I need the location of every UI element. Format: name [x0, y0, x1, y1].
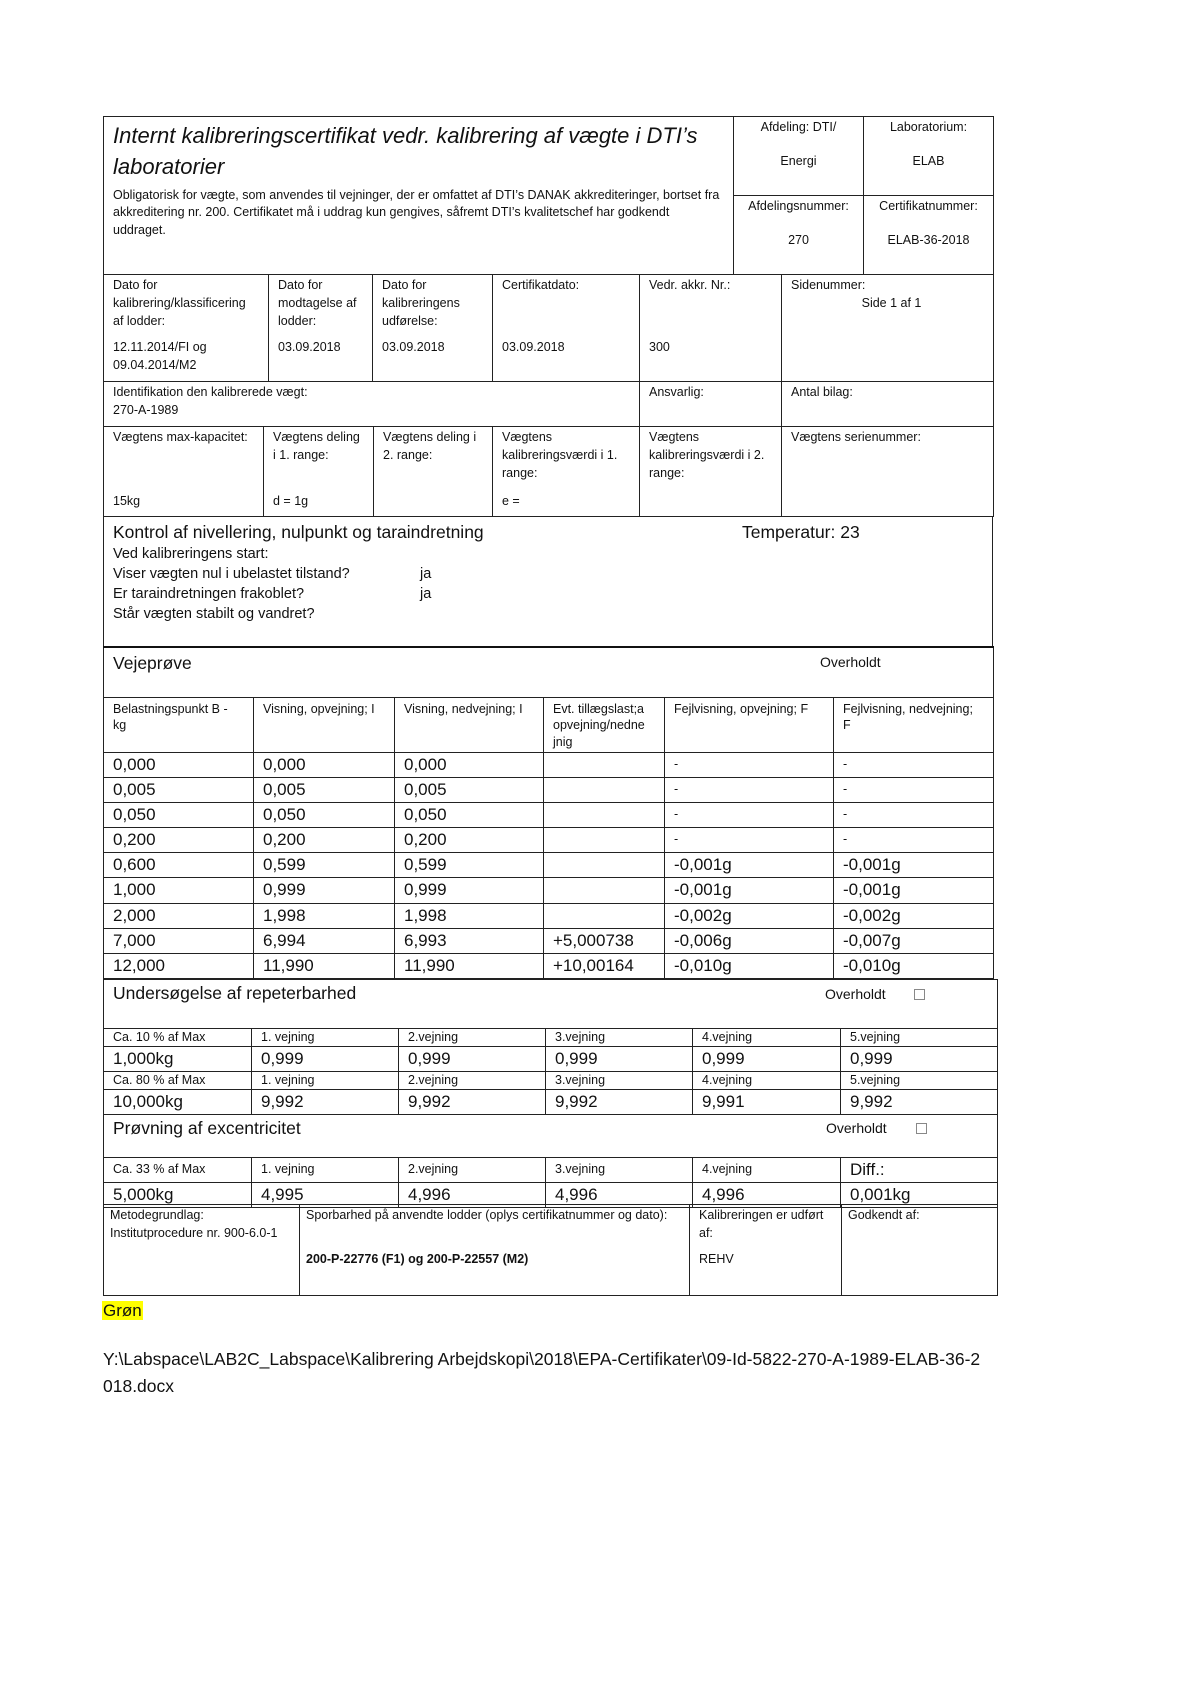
repeter-value: 9,992 — [841, 1090, 998, 1115]
certifikatnummer-value: ELAB-36-2018 — [887, 232, 970, 247]
akkr-label: Vedr. akkr. Nr.: — [649, 278, 731, 292]
kal2-label: Vægtens kalibreringsværdi i 2. range: — [649, 430, 765, 480]
excentricitet-col-header: Ca. 33 % af Max — [104, 1158, 252, 1183]
kal1-label: Vægtens kalibreringsværdi i 1. range: — [502, 430, 618, 480]
table-cell: -0,010g — [665, 953, 834, 978]
excentricitet-checkbox-icon[interactable] — [916, 1123, 927, 1134]
metode-value: Institutprocedure nr. 900-6.0-1 — [110, 1225, 278, 1240]
max-cell — [104, 427, 264, 517]
excentricitet-value: 0,001kg — [841, 1183, 998, 1208]
table-cell: - — [834, 753, 994, 778]
side-label: Sidenummer: — [791, 278, 866, 292]
excentricitet-col-header: 2.vejning — [399, 1158, 546, 1183]
table-row — [104, 803, 994, 828]
lodder-date-cell — [104, 275, 269, 382]
certificate-title: Internt kalibreringscertifikat vedr. kalibrering af vægte i DTI’s laboratorier — [113, 123, 698, 179]
udfoerelse-date-label: Dato for kalibreringens udførelse: — [382, 278, 460, 328]
excentricitet-value: 4,995 — [252, 1183, 399, 1208]
afdelingsnummer-cell — [734, 196, 864, 275]
table-row — [104, 928, 994, 953]
table-cell: 2,000 — [104, 903, 254, 928]
modtagelse-date-value: 03.09.2018 — [278, 340, 341, 354]
kal1-cell — [493, 427, 640, 517]
table-cell: 12,000 — [104, 953, 254, 978]
udfoerelse-date-value: 03.09.2018 — [382, 340, 445, 354]
repeter-title: Undersøgelse af repeterbarhed — [113, 983, 357, 1003]
deling1-value: d = 1g — [273, 494, 309, 508]
header-table — [103, 116, 994, 275]
metode-label: Metodegrundlag: — [110, 1208, 204, 1222]
excentricitet-value: 5,000kg — [104, 1183, 252, 1208]
table-cell: - — [834, 778, 994, 803]
table-cell — [544, 828, 665, 853]
table-cell: 0,600 — [104, 853, 254, 878]
certifikatdato-value: 03.09.2018 — [502, 340, 565, 354]
table-cell: 6,993 — [395, 928, 544, 953]
afdeling-cell — [734, 117, 864, 196]
table-cell: 0,200 — [104, 828, 254, 853]
kal1-value: e = — [502, 494, 520, 508]
lodder-date-label: Dato for kalibrering/klassificering af lodder: — [113, 278, 246, 328]
repeter-col-header: 4.vejning — [693, 1029, 841, 1047]
repeter-value: 0,999 — [693, 1047, 841, 1072]
akkr-cell — [640, 275, 782, 382]
repeter-value: 0,999 — [546, 1047, 693, 1072]
table-cell: -0,006g — [665, 928, 834, 953]
table-cell — [544, 903, 665, 928]
table-cell: - — [665, 753, 834, 778]
afdeling-label: Afdeling: DTI/ — [760, 120, 837, 134]
table-cell: 0,005 — [254, 778, 395, 803]
spor-label: Sporbarhed på anvendte lodder (oplys certifikatnummer og dato): — [306, 1208, 668, 1222]
table-cell: - — [665, 803, 834, 828]
akkr-value: 300 — [649, 340, 670, 354]
kontrol-title: Kontrol af nivellering, nulpunkt og taraindretning — [113, 522, 484, 542]
table-cell: 7,000 — [104, 928, 254, 953]
repeter-r2-value-row — [104, 1090, 998, 1115]
udfoert-value: REHV — [699, 1252, 734, 1266]
excentricitet-col-header: 4.vejning — [693, 1158, 841, 1183]
repeter-col-header: 2.vejning — [399, 1072, 546, 1090]
deling2-cell — [374, 427, 493, 517]
table-cell: -0,001g — [665, 878, 834, 903]
ansvarlig-cell — [640, 382, 782, 427]
kal2-cell — [640, 427, 782, 517]
afdeling-value: Energi — [780, 153, 817, 168]
repeter-value: 0,999 — [252, 1047, 399, 1072]
max-label: Vægtens max-kapacitet: — [113, 430, 248, 444]
vejeproeve-col-header: Visning, nedvejning; I — [395, 697, 544, 753]
file-path: Y:\Labspace\LAB2C_Labspace\Kalibrering Arbejdskopi\2018\EPA-Certifikater\09-Id-5822-270-A-1989-ELAB-36-2018.docx — [103, 1349, 981, 1397]
excentricitet-header-row — [104, 1158, 998, 1183]
spor-value: 200-P-22776 (F1) og 200-P-22557 (M2) — [306, 1252, 529, 1266]
serie-label: Vægtens serienummer: — [791, 430, 921, 444]
repeter-value: 0,999 — [841, 1047, 998, 1072]
table-cell: -0,002g — [665, 903, 834, 928]
kontrol-q1: Viser vægten nul i ubelastet tilstand? — [113, 566, 350, 583]
table-cell — [544, 778, 665, 803]
ident-cell — [104, 382, 640, 427]
bilag-cell — [782, 382, 994, 427]
table-cell: - — [665, 778, 834, 803]
table-cell: -0,010g — [834, 953, 994, 978]
repeter-table — [103, 979, 998, 1115]
side-value: Side 1 af 1 — [861, 295, 922, 310]
table-cell: 1,000 — [104, 878, 254, 903]
table-cell: 0,000 — [104, 753, 254, 778]
kontrol-q1-row — [113, 564, 983, 584]
table-cell: 1,998 — [254, 903, 395, 928]
certifikatdato-label: Certifikatdato: — [502, 278, 580, 292]
kontrol-q3: Står vægten stabilt og vandret? — [113, 606, 315, 623]
excentricitet-value: 4,996 — [546, 1183, 693, 1208]
footer-table — [103, 1204, 998, 1296]
deling1-cell — [264, 427, 374, 517]
table-cell: - — [665, 828, 834, 853]
kontrol-q2: Er taraindretningen frakoblet? — [113, 586, 305, 603]
laboratorium-value: ELAB — [912, 153, 945, 168]
table-cell: 0,200 — [395, 828, 544, 853]
excentricitet-status: Overholdt — [826, 1120, 887, 1136]
repeter-value: 9,992 — [252, 1090, 399, 1115]
udfoert-cell — [690, 1205, 842, 1296]
repeter-value: 1,000kg — [104, 1047, 252, 1072]
table-cell: - — [834, 803, 994, 828]
kontrol-a2: ja — [420, 586, 432, 603]
table-cell — [544, 878, 665, 903]
excentricitet-title-cell — [104, 1115, 998, 1158]
repeter-value: 0,999 — [399, 1047, 546, 1072]
repeter-col-header: Ca. 10 % af Max — [104, 1029, 252, 1047]
excentricitet-title: Prøvning af excentricitet — [113, 1118, 301, 1138]
vejeproeve-body — [104, 753, 994, 979]
vejeproeve-col-header: Evt. tillægslast;a opvejning/nedne jnig — [544, 697, 665, 753]
table-cell: 0,000 — [395, 753, 544, 778]
repeter-col-header: 5.vejning — [841, 1029, 998, 1047]
excentricitet-col-header: 3.vejning — [546, 1158, 693, 1183]
vejeproeve-col-header: Fejlvisning, opvejning; F — [665, 697, 834, 753]
table-cell — [544, 753, 665, 778]
repeter-status: Overholdt — [825, 986, 886, 1002]
deling2-label: Vægtens deling i 2. range: — [383, 430, 477, 462]
table-cell: -0,001g — [834, 878, 994, 903]
repeter-title-cell — [104, 980, 998, 1029]
table-row — [104, 828, 994, 853]
spor-cell — [300, 1205, 690, 1296]
table-row — [104, 953, 994, 978]
vejeproeve-col-header: Belastningspunkt B - kg — [104, 697, 254, 753]
repeter-col-header: 3.vejning — [546, 1029, 693, 1047]
scale-table — [103, 426, 994, 517]
table-row — [104, 878, 994, 903]
vejeproeve-col-header: Visning, opvejning; I — [254, 697, 395, 753]
table-cell: - — [834, 828, 994, 853]
vejeproeve-table — [103, 646, 994, 979]
table-cell: 11,990 — [254, 953, 395, 978]
temperatur: Temperatur: 23 — [742, 522, 860, 542]
excentricitet-col-header: 1. vejning — [252, 1158, 399, 1183]
repeter-col-header: 2.vejning — [399, 1029, 546, 1047]
repeter-col-header: Ca. 80 % af Max — [104, 1072, 252, 1090]
repeter-r2-header-row — [104, 1072, 998, 1090]
gron-highlight: Grøn — [103, 1301, 142, 1320]
table-cell: 0,999 — [254, 878, 395, 903]
vejeproeve-title-cell — [104, 647, 994, 697]
table-cell: +5,000738 — [544, 928, 665, 953]
certifikatnummer-cell — [864, 196, 994, 275]
kontrol-start: Ved kalibreringens start: — [113, 546, 269, 563]
udfoerelse-date-cell — [373, 275, 493, 382]
repeter-col-header: 1. vejning — [252, 1029, 399, 1047]
repeter-value: 9,992 — [399, 1090, 546, 1115]
table-cell — [544, 853, 665, 878]
gron-label-wrap — [102, 1301, 143, 1321]
excentricitet-col-header: Diff.: — [841, 1158, 998, 1183]
table-cell: 0,599 — [395, 853, 544, 878]
kontrol-cell — [104, 517, 993, 648]
certifikatdato-cell — [493, 275, 640, 382]
modtagelse-date-label: Dato for modtagelse af lodder: — [278, 278, 357, 328]
kontrol-a1: ja — [420, 566, 432, 583]
table-cell: -0,002g — [834, 903, 994, 928]
vejeproeve-col-header: Fejlvisning, nedvejning; F — [834, 697, 994, 753]
repeter-value: 9,991 — [693, 1090, 841, 1115]
repeter-r1-header-row — [104, 1029, 998, 1047]
udfoert-label: Kalibreringen er udført af: — [699, 1208, 824, 1240]
excentricitet-value: 4,996 — [399, 1183, 546, 1208]
godkendt-label: Godkendt af: — [848, 1208, 920, 1222]
deling1-label: Vægtens deling i 1. range: — [273, 430, 360, 462]
repeter-col-header: 5.vejning — [841, 1072, 998, 1090]
metode-cell — [104, 1205, 300, 1296]
table-cell: 0,005 — [104, 778, 254, 803]
table-cell: 0,050 — [395, 803, 544, 828]
certificate-note: Obligatorisk for vægte, som anvendes til vejninger, der er omfattet af DTI’s DANAK akkrediteringer, bortset fra akkreditering nr. 200. Certifikatet må i uddrag kun gengives, såfremt DTI’s kvalitetschef har godkendt uddraget. — [113, 187, 720, 238]
table-row — [104, 753, 994, 778]
table-cell: 0,050 — [104, 803, 254, 828]
table-cell: +10,00164 — [544, 953, 665, 978]
table-cell: 6,994 — [254, 928, 395, 953]
kontrol-q2-row — [113, 584, 983, 604]
godkendt-cell — [842, 1205, 998, 1296]
table-row — [104, 778, 994, 803]
repeter-value: 10,000kg — [104, 1090, 252, 1115]
certifikatnummer-label: Certifikatnummer: — [879, 199, 978, 213]
vejeproeve-status: Overholdt — [820, 654, 881, 670]
table-cell: 1,998 — [395, 903, 544, 928]
excentricitet-value: 4,996 — [693, 1183, 841, 1208]
repeter-checkbox-icon[interactable] — [914, 989, 925, 1000]
repeter-value: 9,992 — [546, 1090, 693, 1115]
table-cell: 0,050 — [254, 803, 395, 828]
repeter-col-header: 1. vejning — [252, 1072, 399, 1090]
kontrol-table — [103, 516, 993, 648]
laboratorium-cell — [864, 117, 994, 196]
serie-cell — [782, 427, 994, 517]
ident-value: 270-A-1989 — [113, 402, 179, 417]
vejeproeve-title: Vejeprøve — [113, 653, 192, 673]
table-cell: 0,000 — [254, 753, 395, 778]
table-cell: 0,200 — [254, 828, 395, 853]
table-cell: 11,990 — [395, 953, 544, 978]
modtagelse-date-cell — [269, 275, 373, 382]
table-cell: -0,001g — [665, 853, 834, 878]
table-cell: -0,001g — [834, 853, 994, 878]
laboratorium-label: Laboratorium: — [889, 120, 968, 134]
ident-label: Identifikation den kalibrerede vægt: — [113, 385, 308, 399]
table-cell: 0,599 — [254, 853, 395, 878]
afdelingsnummer-label: Afdelingsnummer: — [748, 199, 849, 213]
table-cell: -0,007g — [834, 928, 994, 953]
table-row — [104, 903, 994, 928]
repeter-r1-value-row — [104, 1047, 998, 1072]
side-cell — [782, 275, 994, 382]
table-row — [104, 853, 994, 878]
table-cell — [544, 803, 665, 828]
ansvarlig-label: Ansvarlig: — [649, 385, 704, 399]
lodder-date-value: 12.11.2014/FI og 09.04.2014/M2 — [113, 340, 207, 372]
afdelingsnummer-value: 270 — [788, 232, 809, 247]
bilag-label: Antal bilag: — [791, 385, 853, 399]
excentricitet-table — [103, 1114, 998, 1208]
dates-table — [103, 274, 994, 427]
header-cell — [104, 117, 734, 275]
table-cell: 0,999 — [395, 878, 544, 903]
repeter-col-header: 4.vejning — [693, 1072, 841, 1090]
vejeproeve-header-row — [104, 697, 994, 753]
table-cell: 0,005 — [395, 778, 544, 803]
repeter-col-header: 3.vejning — [546, 1072, 693, 1090]
max-value: 15kg — [113, 494, 141, 508]
